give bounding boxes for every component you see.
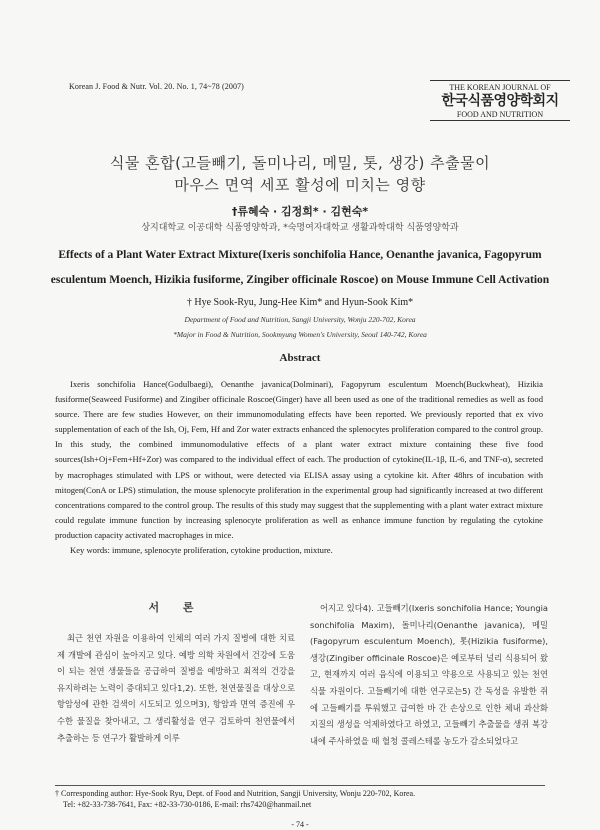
intro-left-text: 최근 천연 자원을 이용하여 인체의 여러 가지 질병에 대한 치료제 개발에 관심이 높아지고 있다. 예방 의학 차원에서 건강에 도움이 되는 천연 생물들을 공급하여 질병을 예방하고 최적의 건강을 유지하려는 노력이 증대되고 있다1,2). 또한, 천연물질을 대상으로 항암성에 관한 검색이 시도되고 있으며3), 항암과 면역 증진에 우수한 물질을 찾아내고, 그 생리활성을 연구 검토하여 천연물에서 추출하는 등 연구가 활발하게 이루 bbox=[57, 633, 295, 743]
page-number: - 74 - bbox=[291, 820, 309, 829]
footnote-line2: Tel: +82-33-738-7641, Fax: +82-33-730-0186, E-mail: rhs7420@hanmail.net bbox=[63, 800, 312, 809]
journal-citation: Korean J. Food & Nutr. Vol. 20. No. 1, 74~78 (2007) bbox=[69, 82, 244, 91]
corresponding-author-footnote bbox=[55, 788, 545, 810]
footnote-divider bbox=[55, 785, 545, 786]
journal-name-en-bottom: FOOD AND NUTRITION bbox=[430, 110, 570, 121]
intro-right-column bbox=[310, 600, 548, 749]
korean-authors: †류혜숙 · 김정희* · 김현숙* bbox=[231, 205, 369, 218]
english-affiliation-line1: Department of Food and Nutrition, Sangji University, Wonju 220-702, Korea bbox=[184, 315, 416, 324]
journal-name-kr: 한국식품영양학회지 bbox=[441, 93, 559, 109]
abstract-section bbox=[55, 377, 543, 558]
english-title-line1: Effects of a Plant Water Extract Mixture(Ixeris sonchifolia Hance, Oenanthe javanica, Fagopyrum bbox=[58, 249, 542, 261]
journal-name-en-top: THE KOREAN JOURNAL OF bbox=[430, 80, 570, 92]
intro-right-text: 어지고 있다4). 고들빼기(Ixeris sonchifolia Hance; Youngia sonchifolia Maxim), 돌미나리(Oenanthe javanica), 메밀(Fagopyrum esculentum Moench), 톳(Hizikia fusiforme), 생강(Zingiber officinale Roscoe)은 예로부터 널리 식용되어 왔고, 현재까지 여러 음식에 이용되고 약용으로 사용되고 있는 천연 식물 자원이다. 고들빼기에 대한 연구로는5) 간 독성을 유발한 쥐에 고들빼기를 투워했고 급여한 바 간 손상으로 인한 체내 과산화 지질의 생성을 억제하였다고 하였고, 고들빼기 추출물을 생쥐 복강내에 주사하였을 때 혈청 콜레스테롤 농도가 감소되었다고 bbox=[310, 603, 548, 746]
korean-title-line1: 식물 혼합(고들빼기, 돌미나리, 메밀, 톳, 생강) 추출물이 bbox=[109, 154, 491, 172]
journal-logo-block bbox=[430, 80, 570, 121]
korean-title-line2: 마우스 면역 세포 활성에 미치는 영향 bbox=[174, 176, 426, 194]
english-authors: † Hye Sook-Ryu, Jung-Hee Kim* and Hyun-Sook Kim* bbox=[186, 297, 414, 308]
footnote-line1: † Corresponding author: Hye-Sook Ryu, Dept. of Food and Nutrition, Sangji University, Wonju 220-702, Korea. bbox=[55, 789, 416, 798]
abstract-heading: Abstract bbox=[279, 352, 321, 364]
abstract-body: Ixeris sonchifolia Hance(Godulbaegi), Oenanthe javanica(Dolminari), Fagopyrum esculentum Moench(Buckwheat), Hizikia fusiforme(Seaweed Fusiforme) and Zingiber officinale Roscoe(Ginger) have all been used as one of the traditional remedies as well as food source. There are few studies However, on their immunomodulating effects have been reported. We previously reported that ex vivo supplementation of each of the Ish, Oj, Fem, Hf and Zor water extracts enhanced the splenocytes proliferation compared to the control group. In this study, the combined immunomodulative effects of a plant water extract mixture containing these five food sources(Ish+Oj+Fem+Hf+Zor) was compared to the individual effect of each. The production of cytokine(IL-1β, IL-6, and TNF-α), secreted by macrophages stimulated with LPS or without, were detected via ELISA assay using a cytokine kit. After 48hrs of incubation with mitogen(ConA or LPS) stimulation, the mouse splenocyte proliferation in the experimental group had significantly increased at two different concentrations compared to the control group. The results of this study may suggest that the supplementing with a plant water extract mixture could regulate immune function by increasing splenocyte proliferation as well as enhance immune function by regulating the cytokine production capacity activated macrophages in mice. bbox=[55, 379, 543, 540]
korean-affiliation: 상지대학교 이공대학 식품영양학과, *숙명여자대학교 생활과학대학 식품영양학과 bbox=[141, 223, 459, 233]
english-affiliation-line2: *Major in Food & Nutrition, Sookmyung Women's University, Seoul 140-742, Korea bbox=[173, 330, 427, 339]
intro-left-column bbox=[57, 600, 295, 746]
english-title-line2: esculentum Moench, Hizikia fusiforme, Zingiber officinale Roscoe) on Mouse Immune Cell Activation bbox=[50, 274, 550, 286]
intro-heading: 서 론 bbox=[148, 601, 204, 614]
abstract-keywords: Key words: immune, splenocyte proliferation, cytokine production, mixture. bbox=[70, 545, 333, 556]
